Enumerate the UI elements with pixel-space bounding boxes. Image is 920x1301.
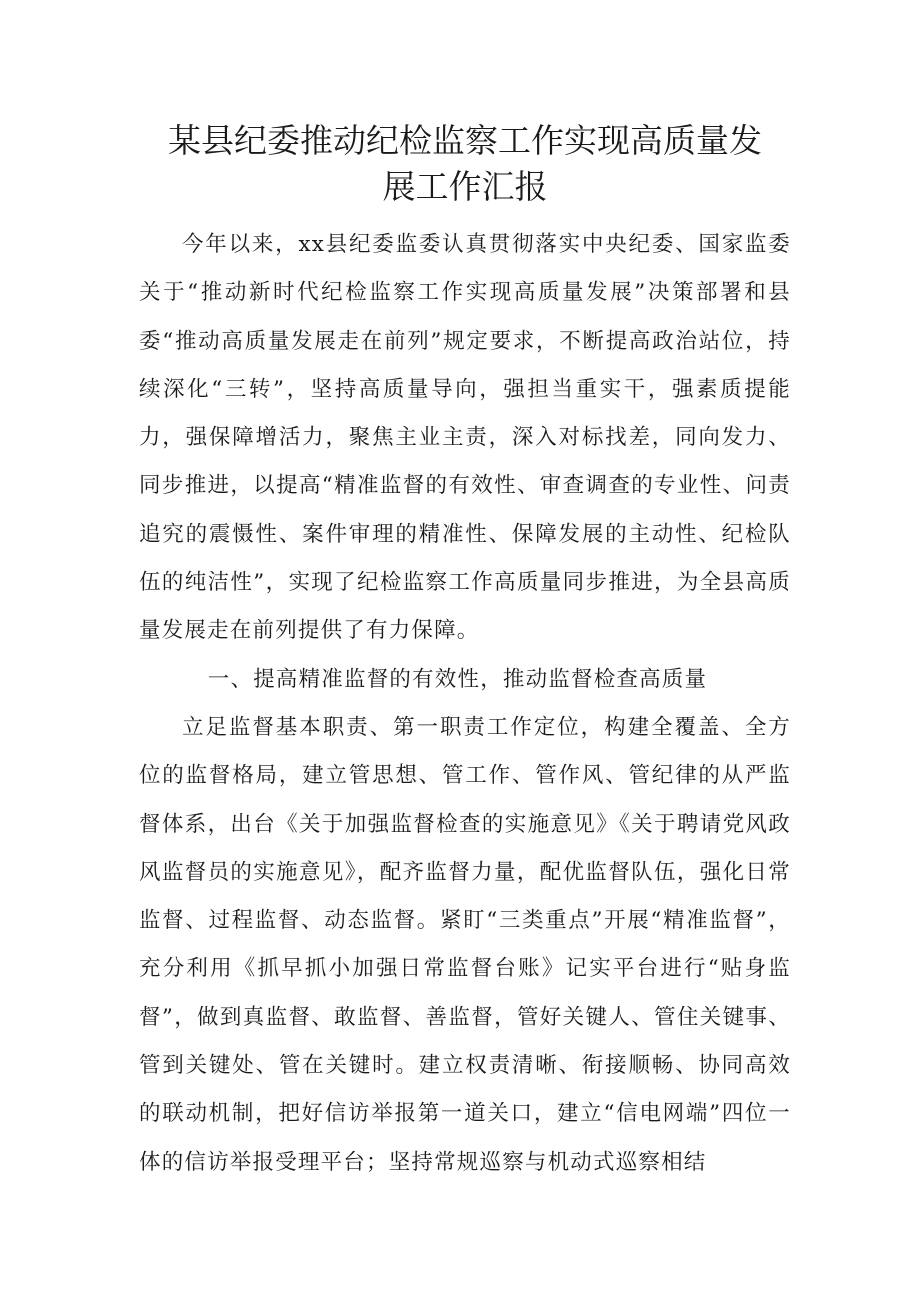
document-body bbox=[139, 221, 791, 1187]
paragraph-supervision: 立足监督基本职责、第一职责工作定位，构建全覆盖、全方位的监督格局，建立管思想、管工作、管作风、管纪律的从严监督体系，出台《关于加强监督检查的实施意见》《关于聘请党风政风监督员的实施意见》，配齐监督力量，配优监督队伍，强化日常监督、过程监督、动态监督。紧盯“三类重点”开展“精准监督”，充分利用《抓早抓小加强日常监督台账》记实平台进行“贴身监督”，做到真监督、敢监督、善监督，管好关键人、管住关键事、管到关键处、管在关键时。建立权责清晰、衔接顺畅、协同高效的联动机制，把好信访举报第一道关口，建立“信电网端”四位一体的信访举报受理平台；坚持常规巡察与机动式巡察相结 bbox=[139, 714, 791, 1175]
title-line-1: 某县纪委推动纪检监察工作实现高质量发 bbox=[168, 121, 762, 160]
paragraph-intro: 今年以来，xx县纪委监委认真贯彻落实中央纪委、国家监委关于“推动新时代纪检监察工作实现高质量发展”决策部署和县委“推动高质量发展走在前列”规定要求，不断提高政治站位，持续深化“三转”，坚持高质量导向，强担当重实干，强素质提能力，强保障增活力，聚焦主业主责，深入对标找差，同向发力、同步推进，以提高“精准监督的有效性、审查调查的专业性、问责追究的震慑性、案件审理的精准性、保障发展的主动性、纪检队伍的纯洁性”，实现了纪检监察工作高质量同步推进，为全县高质量发展走在前列提供了有力保障。 bbox=[139, 232, 791, 644]
document-title bbox=[140, 118, 790, 210]
title-line-2: 展工作汇报 bbox=[382, 167, 548, 206]
section-heading-1: 一、提高精准监督的有效性，推动监督检查高质量 bbox=[207, 666, 708, 692]
